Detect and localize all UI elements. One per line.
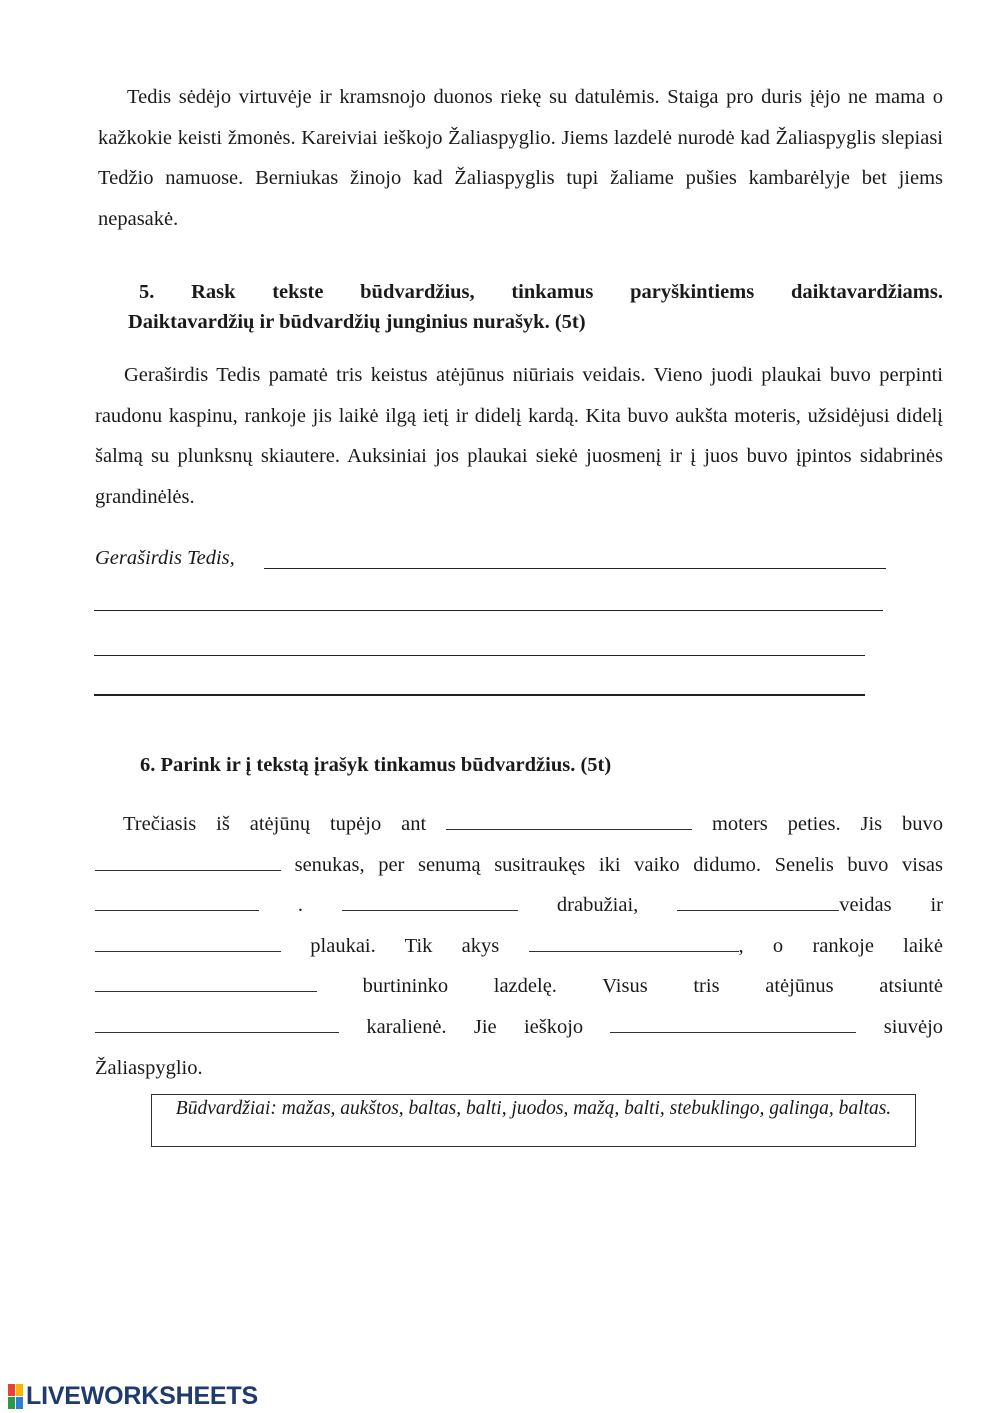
answer-label: Geraširdis Tedis, — [95, 547, 235, 569]
liveworksheets-logo-text: LIVEWORKSHEETS — [26, 1381, 258, 1410]
fill-blank-3[interactable] — [95, 896, 259, 911]
fill-text-segment: Žaliaspyglio. — [95, 1056, 203, 1079]
fill-text-segment: karalienė. Jie ieškojo — [366, 1015, 584, 1038]
task-5-heading — [128, 277, 943, 337]
fill-blank-4[interactable] — [342, 896, 518, 911]
fill-text-segment: senukas, per senumą susitraukęs iki vaiko didumo. Senelis buvo visas — [294, 853, 944, 876]
liveworksheets-logo-icon — [8, 1383, 24, 1409]
fill-blank-2[interactable] — [95, 856, 281, 871]
fill-blank-7[interactable] — [529, 937, 739, 952]
task-5-heading-line-1: 5. Rask tekste būdvardžius, tinkamus paryškintiems daiktavardžiams. — [139, 281, 943, 303]
fill-blank-9[interactable] — [95, 1018, 339, 1033]
fill-text-segment: drabužiai, — [556, 894, 639, 917]
liveworksheets-logo — [8, 1381, 258, 1411]
fill-text-segment: burtininko lazdelę. Visus tris atėjūnus atsiuntė — [362, 975, 943, 998]
fill-blank-1[interactable] — [446, 815, 692, 830]
answer-line-3[interactable] — [94, 655, 865, 656]
word-bank-box: Būdvardžiai: mažas, aukštos, baltas, balti, juodos, mažą, balti, stebuklingo, galinga, baltas. — [151, 1094, 916, 1147]
fill-blank-8[interactable] — [95, 977, 317, 992]
intro-paragraph: Tedis sėdėjo virtuvėje ir kramsnojo duonos riekę su datulėmis. Staiga pro duris įėjo ne mama o kažkokie keisti žmonės. Kareiviai ieškojo Žaliaspyglio. Jiems lazdelė nurodė kad Žaliaspyglis slepiasi Tedžio namuose. Berniukas žinojo kad Žaliaspyglis tupi žaliame pušies kambarėlyje bet jiems nepasakė. — [98, 86, 943, 230]
fill-text-segment: veidas ir — [839, 894, 944, 917]
answer-line-4[interactable] — [94, 694, 865, 696]
fill-text-segment: siuvėjo — [883, 1015, 944, 1038]
answer-line-1[interactable] — [264, 568, 886, 569]
fill-text-segment: plaukai. Tik akys — [310, 934, 500, 957]
fill-blank-10[interactable] — [610, 1018, 856, 1033]
fill-text-segment: moters peties. Jis buvo — [711, 813, 944, 835]
task-6-fill-text — [95, 804, 943, 1088]
fill-text-segment: Trečiasis iš atėjūnų tupėjo ant — [123, 813, 427, 835]
fill-blank-5[interactable] — [677, 896, 839, 911]
answer-line-2[interactable] — [94, 610, 883, 611]
task-5-heading-line-2: Daiktavardžių ir būdvardžių junginius nurašyk. (5t) — [128, 311, 586, 333]
task-6-heading: 6. Parink ir į tekstą įrašyk tinkamus būdvardžius. (5t) — [140, 754, 612, 776]
fill-text-segment: , o rankoje laikė — [738, 934, 944, 957]
task-5-paragraph: Geraširdis Tedis pamatė tris keistus atėjūnus niūriais veidais. Vieno juodi plaukai buvo perpinti raudonu kaspinu, rankoje jis laikė ilgą ietį ir didelį kardą. Kita buvo aukšta moteris, užsidėjusi didelį šalmą su plunksnų skiautere. Auksiniai jos plaukai siekė juosmenį ir į juos buvo įpintos sidabrinės grandinėlės. — [95, 364, 943, 508]
fill-blank-6[interactable] — [95, 937, 281, 952]
fill-text-segment: . — [297, 894, 304, 917]
